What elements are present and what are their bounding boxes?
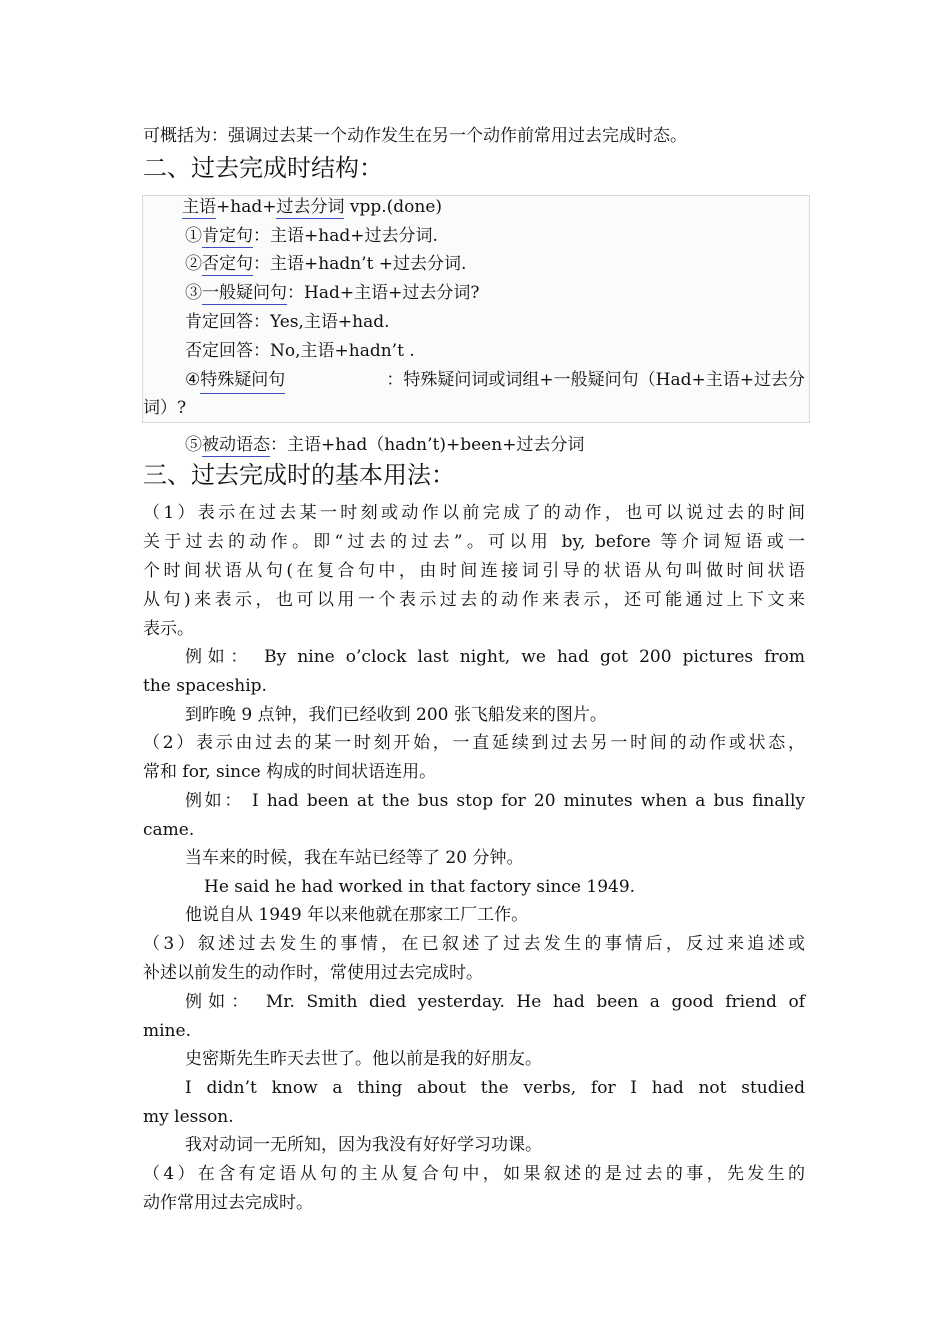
negative-number: ② bbox=[185, 254, 202, 274]
negative-label: 否定句 bbox=[202, 254, 253, 274]
no-answer: 否定回答：No,主语+hadn’t . bbox=[185, 341, 415, 361]
usage-3-example-2a: I didn’t know a thing about the verbs, for I had not studied bbox=[185, 1078, 805, 1098]
question-number: ③ bbox=[185, 283, 202, 303]
usage-4-line-1: （4）在含有定语从句的主从复合句中，如果叙述的是过去的事，先发生的 bbox=[143, 1164, 805, 1184]
passive-text: ：主语+had（hadn’t)+been+过去分词 bbox=[270, 435, 585, 455]
formula-mid: +had+ bbox=[216, 197, 277, 217]
question-rule bbox=[185, 279, 479, 307]
usage-1-line-5: 表示。 bbox=[143, 619, 194, 639]
affirmative-rule bbox=[185, 222, 438, 250]
usage-3-line-2: 补述以前发生的动作时，常使用过去完成时。 bbox=[143, 963, 483, 983]
usage-1-line-2: 关于过去的动作。即“过去的过去”。可以用 by, before 等介词短语或一 bbox=[143, 532, 805, 552]
section-2-heading: 二、过去完成时结构： bbox=[143, 154, 383, 182]
special-number: ④ bbox=[185, 370, 201, 390]
usage-2-translation-2: 他说自从 1949 年以来他就在那家工厂工作。 bbox=[185, 905, 529, 925]
special-label: 特殊疑问句 bbox=[200, 366, 285, 394]
usage-3-line-1: （3）叙述过去发生的事情，在已叙述了过去发生的事情后，反过来追述或 bbox=[143, 934, 805, 954]
question-label: 一般疑问句 bbox=[202, 283, 287, 303]
usage-3-translation-1: 史密斯先生昨天去世了。他以前是我的好朋友。 bbox=[185, 1049, 542, 1069]
usage-3-example-1b: mine. bbox=[143, 1021, 191, 1041]
usage-1-example-1a: 例如： By nine o’clock last night, we had got 200 pictures from bbox=[185, 647, 805, 667]
usage-1-example-1b: the spaceship. bbox=[143, 676, 267, 696]
affirmative-label: 肯定句 bbox=[202, 226, 253, 246]
usage-1-line-4: 从句)来表示，也可以用一个表示过去的动作来表示，还可能通过上下文来 bbox=[143, 590, 805, 610]
usage-2-line-1: （2）表示由过去的某一时刻开始，一直延续到过去另一时间的动作或状态， bbox=[143, 733, 805, 753]
special-text-2: 词）? bbox=[143, 398, 187, 418]
yes-answer: 肯定回答：Yes,主语+had. bbox=[185, 312, 390, 332]
intro-line: 可概括为：强调过去某一个动作发生在另一个动作前常用过去完成时态。 bbox=[143, 126, 687, 146]
formula-past-participle: 过去分词 bbox=[276, 197, 345, 217]
affirmative-number: ① bbox=[185, 226, 202, 246]
usage-2-line-2: 常和 for, since 构成的时间状语连用。 bbox=[143, 762, 437, 782]
negative-rule bbox=[185, 250, 466, 278]
section-3-heading: 三、过去完成时的基本用法： bbox=[143, 461, 455, 489]
question-text: ：Had+主语+过去分词? bbox=[287, 283, 480, 303]
passive-label: 被动语态 bbox=[202, 435, 270, 455]
usage-2-example-1a: 例如： I had been at the bus stop for 20 minutes when a bus finally bbox=[185, 791, 805, 811]
formula-tail: vpp.(done) bbox=[344, 197, 443, 217]
special-text-1: ：特殊疑问词或词组+一般疑问句（Had+主语+过去分 bbox=[386, 370, 805, 390]
usage-1-line-3: 个时间状语从句(在复合句中，由时间连接词引导的状语从句叫做时间状语 bbox=[143, 561, 805, 581]
usage-1-translation: 到昨晚 9 点钟，我们已经收到 200 张飞船发来的图片。 bbox=[185, 705, 607, 725]
special-question-rule bbox=[185, 366, 805, 394]
usage-2-example-2: He said he had worked in that factory since 1949. bbox=[204, 877, 636, 897]
affirmative-text: ：主语+had+过去分词. bbox=[253, 226, 438, 246]
usage-3-translation-2: 我对动词一无所知，因为我没有好好学习功课。 bbox=[185, 1135, 542, 1155]
usage-4-line-2: 动作常用过去完成时。 bbox=[143, 1193, 313, 1213]
negative-text: ：主语+hadn’t +过去分词. bbox=[253, 254, 467, 274]
usage-2-example-1b: came. bbox=[143, 820, 195, 840]
usage-3-example-2b: my lesson. bbox=[143, 1107, 234, 1127]
formula-subject: 主语 bbox=[182, 197, 216, 217]
passive-rule bbox=[185, 431, 584, 459]
structure-formula bbox=[182, 193, 442, 221]
passive-number: ⑤ bbox=[185, 435, 202, 455]
usage-3-example-1a: 例如： Mr. Smith died yesterday. He had been a good friend of bbox=[185, 992, 805, 1012]
usage-2-translation-1: 当车来的时候，我在车站已经等了 20 分钟。 bbox=[185, 848, 524, 868]
usage-1-line-1: （1）表示在过去某一时刻或动作以前完成了的动作，也可以说过去的时间 bbox=[143, 503, 805, 523]
